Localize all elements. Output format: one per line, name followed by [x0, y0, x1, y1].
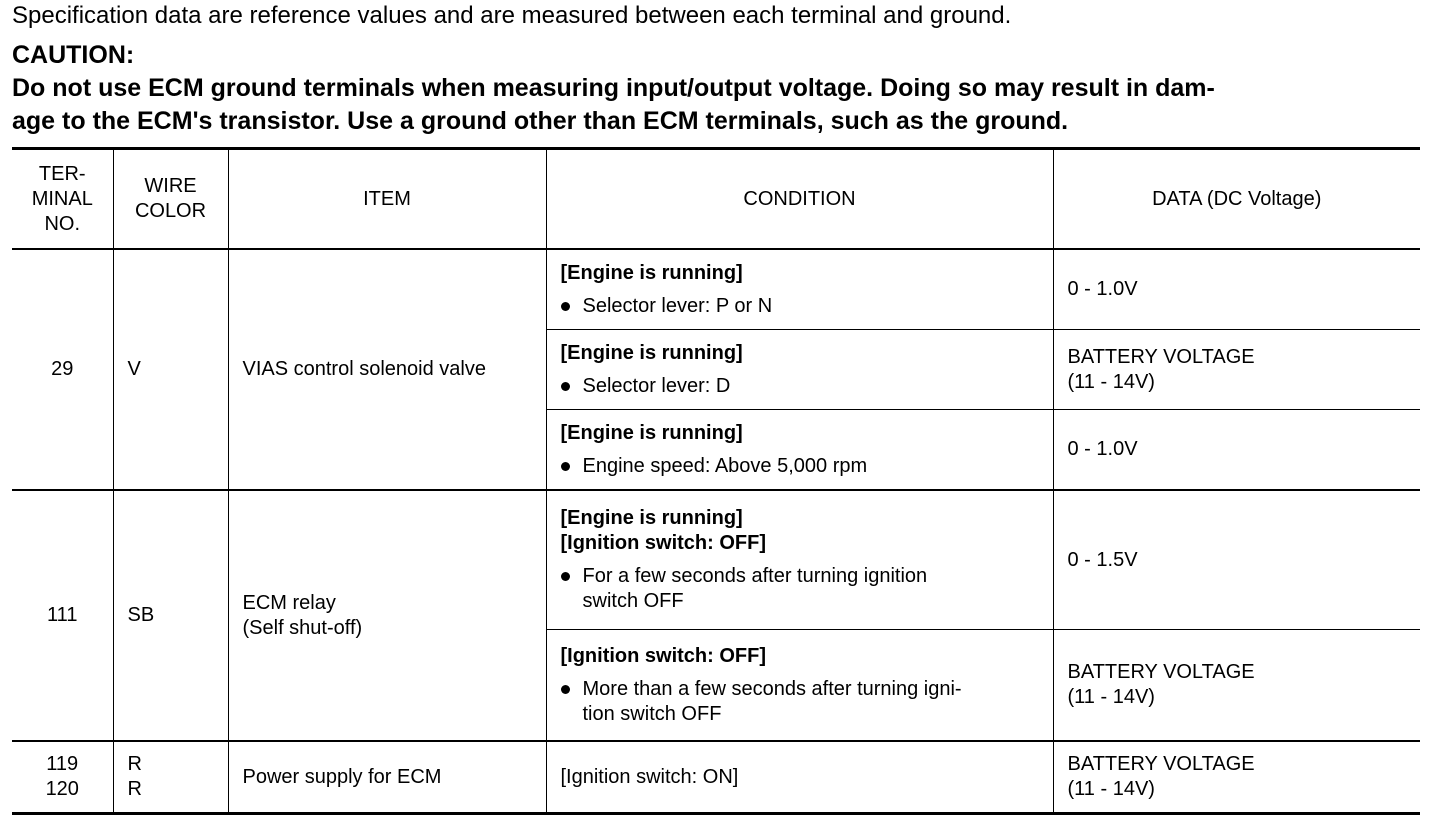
header-terminal-line: TER-: [38, 162, 86, 185]
condition-heading: [Ignition switch: OFF]: [560, 532, 767, 554]
data-cell: [1053, 330, 1420, 410]
condition-bullet-text: Selector lever: P or N: [582, 294, 773, 317]
intro-text: Specification data are reference values and are measured between each terminal and ground.: [12, 2, 1012, 29]
condition-bullet-text: Engine speed: Above 5,000 rpm: [582, 454, 868, 477]
bullet-icon: [561, 685, 570, 694]
data-cell: [1053, 630, 1420, 742]
condition-bullet: [561, 677, 1039, 727]
table-header-row: [12, 149, 1420, 250]
caution-line-1: Do not use ECM ground terminals when measuring input/output voltage. Doing so may result in dam-: [12, 74, 1215, 102]
wire-line: R: [127, 778, 142, 800]
terminal-line: 120: [45, 778, 79, 800]
condition-bullet: [561, 294, 1039, 319]
condition-heading: [Engine is running]: [560, 507, 743, 529]
bullet-icon: [561, 302, 570, 311]
bullet-line: switch OFF: [582, 590, 684, 612]
bullet-icon: [561, 572, 570, 581]
bullet-icon: [561, 382, 570, 391]
condition-cell: [546, 490, 1053, 630]
wire-line: R: [127, 753, 142, 775]
data-line: BATTERY VOLTAGE: [1067, 661, 1255, 683]
item-cell: [228, 490, 546, 741]
header-condition: CONDITION: [546, 149, 1053, 250]
table-row: [12, 249, 1420, 330]
terminal-cell: 111: [12, 490, 113, 741]
condition-bullet: [561, 564, 1039, 614]
condition-bullet: [561, 374, 1039, 399]
bullet-line: More than a few seconds after turning igni-: [582, 677, 962, 700]
data-line: (11 - 14V): [1067, 686, 1155, 708]
header-wire-line: WIRE: [144, 175, 197, 197]
table-row: [12, 741, 1420, 814]
condition-bullet-text: [583, 564, 928, 614]
condition-cell: [546, 249, 1053, 330]
data-cell: 0 - 1.5V: [1053, 490, 1420, 630]
terminal-cell: 29: [12, 249, 113, 490]
caution-line-2: age to the ECM's transistor. Use a ground other than ECM terminals, such as the ground.: [12, 107, 1069, 135]
data-cell: [1053, 741, 1420, 814]
header-wire-line: COLOR: [134, 200, 207, 222]
condition-bullet-text: Selector lever: D: [582, 374, 731, 397]
terminal-spec-table: [12, 147, 1420, 815]
table-row: [12, 490, 1420, 630]
condition-cell: [546, 410, 1053, 491]
condition-cell: [Ignition switch: ON]: [546, 741, 1053, 814]
caution-title: CAUTION:: [12, 41, 135, 69]
caution-body: [12, 72, 1422, 138]
bullet-line: tion switch OFF: [582, 702, 722, 725]
condition-cell: [546, 630, 1053, 742]
header-terminal-line: MINAL: [31, 187, 93, 210]
header-terminal-no: [12, 149, 113, 250]
data-cell: 0 - 1.0V: [1053, 249, 1420, 330]
wire-color-cell: SB: [113, 490, 228, 741]
wire-color-cell: V: [113, 249, 228, 490]
header-data: DATA (DC Voltage): [1053, 149, 1420, 250]
data-line: BATTERY VOLTAGE: [1067, 345, 1255, 368]
condition-heading: [Engine is running]: [560, 341, 743, 364]
wire-color-cell: [113, 741, 228, 814]
data-cell: 0 - 1.0V: [1053, 410, 1420, 491]
condition-bullet-text: [583, 677, 962, 727]
item-line: (Self shut-off): [242, 616, 363, 639]
item-cell: Power supply for ECM: [228, 741, 546, 814]
data-line: BATTERY VOLTAGE: [1067, 753, 1255, 775]
condition-bullet: [561, 454, 1039, 479]
condition-heading: [Engine is running]: [560, 261, 743, 284]
item-line: ECM relay: [242, 591, 336, 614]
condition-heading: [Engine is running]: [560, 421, 743, 444]
header-item: ITEM: [228, 149, 546, 250]
condition-heading: [Ignition switch: OFF]: [560, 644, 767, 667]
data-line: (11 - 14V): [1067, 370, 1155, 393]
bullet-line: For a few seconds after turning ignition: [582, 565, 928, 587]
header-wire-color: [113, 149, 228, 250]
condition-cell: [546, 330, 1053, 410]
data-line: (11 - 14V): [1067, 778, 1155, 800]
terminal-cell: [12, 741, 113, 814]
item-cell: VIAS control solenoid valve: [228, 249, 546, 490]
terminal-line: 119: [46, 753, 79, 775]
header-terminal-line: NO.: [44, 212, 81, 235]
bullet-icon: [561, 462, 570, 471]
